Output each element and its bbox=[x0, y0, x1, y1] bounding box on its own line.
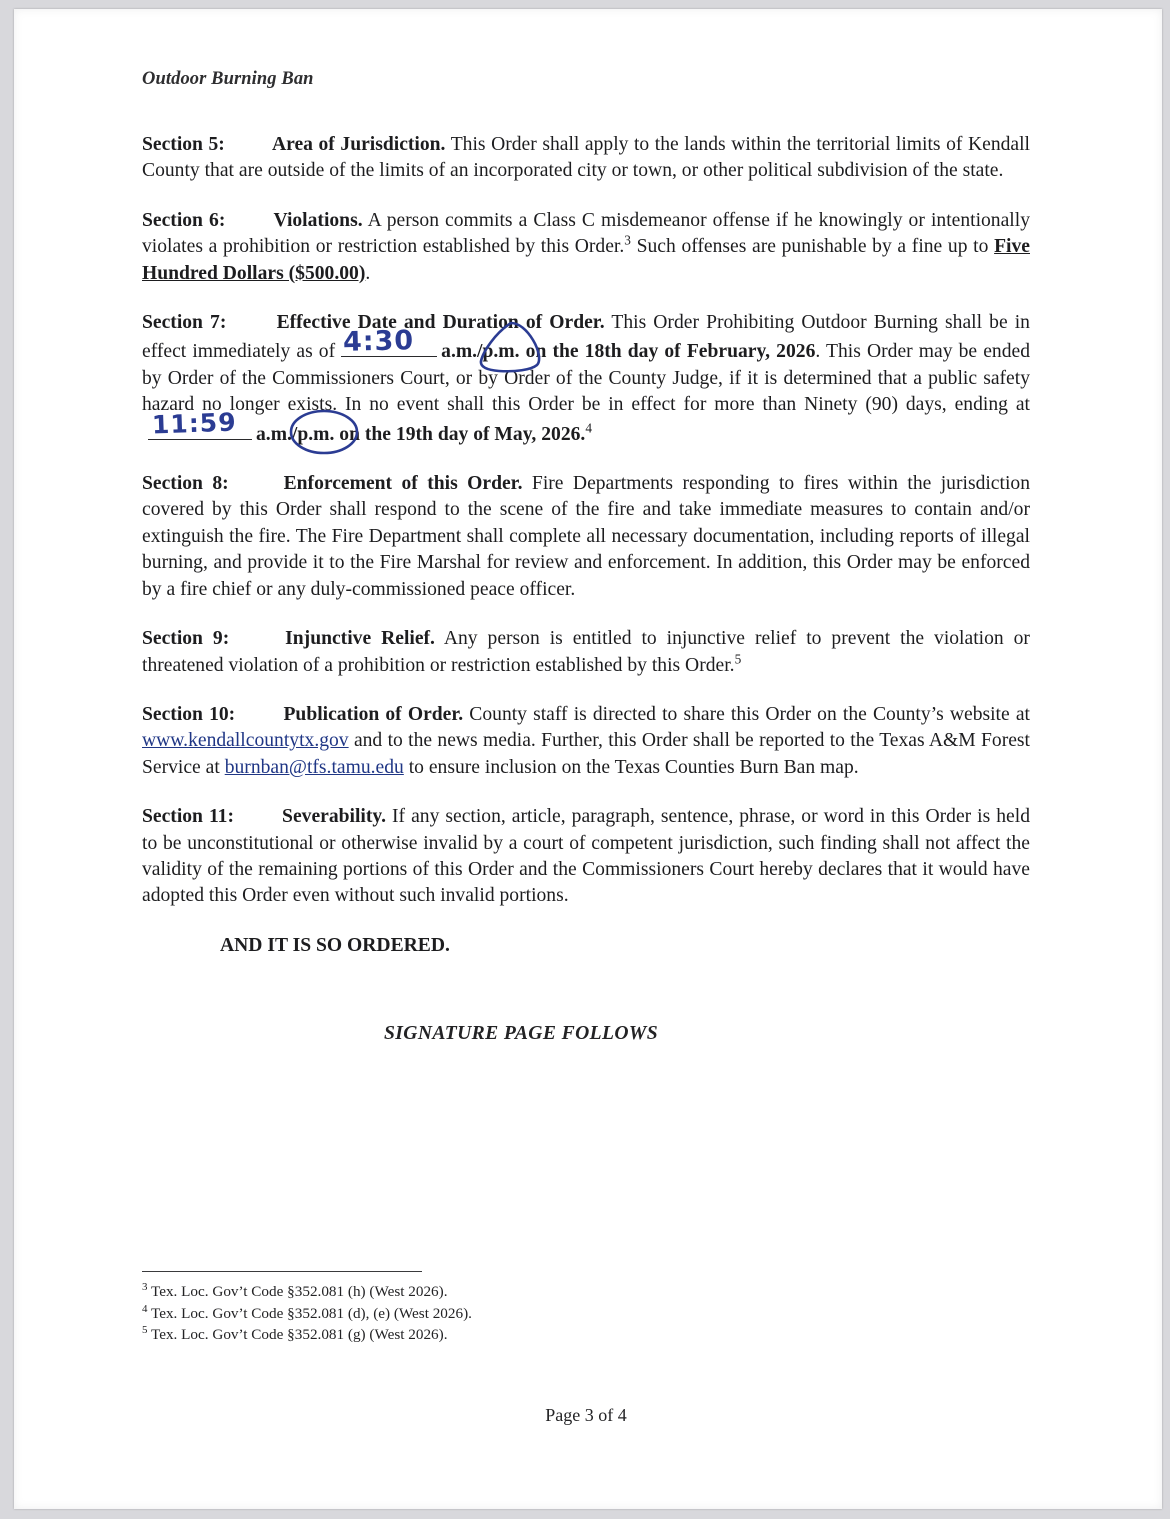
footnote-text: Tex. Loc. Gov’t Code §352.081 (d), (e) (West 2026). bbox=[151, 1304, 472, 1322]
signature-page-follows-note: SIGNATURE PAGE FOLLOWS bbox=[383, 1023, 659, 1045]
section-6-body-after-note: Such offenses are punishable by a fine up to bbox=[636, 236, 995, 258]
section-10-paragraph bbox=[142, 702, 1030, 781]
start-meridiem-pm-text: p.m. bbox=[482, 341, 520, 363]
start-date-phrase: on the 18th day of February, 2026 bbox=[525, 341, 816, 363]
footnote-text: Tex. Loc. Gov’t Code §352.081 (g) (West 2026). bbox=[151, 1326, 448, 1343]
section-6-title: Violations. bbox=[273, 209, 363, 231]
document-body bbox=[142, 69, 1030, 1045]
section-11-number: Section 11: bbox=[142, 806, 235, 828]
burnban-email-link[interactable]: burnban@tfs.tamu.edu bbox=[224, 756, 404, 778]
section-5-title: Area of Jurisdiction. bbox=[271, 134, 446, 155]
footnote-marker-3: 3 bbox=[624, 232, 631, 248]
running-header: Outdoor Burning Ban bbox=[142, 69, 314, 89]
section-6-paragraph bbox=[142, 208, 1030, 287]
footnote-number: 5 bbox=[142, 1323, 148, 1336]
section-7-title: Effective Date and Duration of Order. bbox=[276, 312, 605, 334]
start-time-blank[interactable] bbox=[341, 325, 437, 358]
county-website-link[interactable]: www.kendallcountytx.gov bbox=[142, 730, 349, 752]
fine-amount: Five Hundred Dollars ($500.00) bbox=[142, 236, 1030, 284]
section-8-title: Enforcement of this Order. bbox=[283, 473, 523, 495]
section-10-body-part1: County staff is directed to share this Order on the County’s website at bbox=[469, 703, 1030, 725]
section-7-paragraph bbox=[142, 310, 1030, 448]
section-8-paragraph bbox=[142, 471, 1030, 603]
footnote-marker-5: 5 bbox=[734, 650, 742, 666]
end-time-blank[interactable] bbox=[148, 407, 252, 440]
footnote-number: 3 bbox=[142, 1280, 148, 1293]
ordered-period: . bbox=[445, 934, 450, 956]
page-number-footer: Page 3 of 4 bbox=[545, 1405, 627, 1425]
footnote-item bbox=[142, 1303, 1030, 1325]
section-7-lead: This Order Prohibiting Outdoor Burning shall be in effect immediately as of bbox=[142, 312, 1030, 363]
section-6-body-before-note: A person commits a Class C misdemeanor offense if he knowingly or intentionally violates a prohibition or restriction established by this Order. bbox=[142, 209, 1030, 258]
section-9-number: Section 9: bbox=[142, 628, 230, 650]
section-6-body-end: . bbox=[365, 262, 371, 284]
section-10-number: Section 10: bbox=[142, 703, 236, 725]
and-it-is-so-ordered bbox=[142, 933, 1030, 959]
footnotes-block bbox=[142, 1271, 1030, 1346]
footnote-number: 4 bbox=[142, 1302, 148, 1315]
footnote-text: Tex. Loc. Gov’t Code §352.081 (h) (West 2026). bbox=[151, 1283, 448, 1300]
footnote-marker-4: 4 bbox=[585, 420, 592, 436]
ordered-text: AND IT IS SO ORDERED bbox=[220, 934, 446, 956]
section-8-number: Section 8: bbox=[142, 473, 229, 495]
section-7-end-period: . bbox=[580, 423, 586, 445]
end-meridiem-label: a.m./ bbox=[256, 423, 298, 445]
footnote-item bbox=[142, 1324, 1030, 1346]
section-7-middle: . This Order may be ended by Order of the Commissioners Court, or by Order of the County Judge, if it is determined that a public safety hazard no longer exists. In no event shall this Order be in effect for more than Ninety (90) days, ending at bbox=[142, 341, 1030, 416]
section-6-number: Section 6: bbox=[142, 209, 226, 231]
footnote-separator-rule bbox=[142, 1271, 422, 1272]
start-time-handwritten: 4:30 bbox=[342, 325, 415, 358]
section-8-body: Fire Departments responding to fires within the jurisdiction covered by this Order shall respond to the scene of the fire and take immediate measures to contain and/or extinguish the fire. The Fire Department shall complete all necessary documentation, including reports of illegal burning, and provide it to the Fire Marshal for review and enforcement. In addition, this Order may be enforced by a fire chief or any duly-commissioned peace officer. bbox=[142, 473, 1030, 600]
section-11-paragraph bbox=[142, 804, 1030, 910]
section-5-number: Section 5: bbox=[142, 134, 225, 155]
section-5-body: This Order shall apply to the lands within the territorial limits of Kendall County that are outside of the limits of an incorporated city or town, or other political subdivision of the state. bbox=[142, 134, 1030, 182]
section-9-body: Any person is entitled to injunctive relief to prevent the violation or threatened violation of a prohibition or restriction established by this Order. bbox=[142, 628, 1030, 676]
section-9-paragraph bbox=[142, 626, 1030, 679]
footnote-item bbox=[142, 1281, 1030, 1303]
scanned-page-sheet bbox=[14, 9, 1162, 1509]
start-meridiem-pm-circled[interactable] bbox=[483, 339, 520, 365]
section-7-number: Section 7: bbox=[142, 312, 227, 334]
end-time-handwritten: 11:59 bbox=[151, 407, 238, 440]
section-10-body-part3: to ensure inclusion on the Texas Counties Burn Ban map. bbox=[403, 756, 859, 778]
section-10-title: Publication of Order. bbox=[283, 703, 464, 725]
section-11-title: Severability. bbox=[282, 806, 386, 828]
start-meridiem-label: a.m./ bbox=[441, 341, 483, 363]
end-meridiem-pm-text: p.m. bbox=[297, 423, 335, 445]
end-meridiem-pm-circled[interactable] bbox=[297, 422, 334, 448]
section-9-title: Injunctive Relief. bbox=[285, 628, 435, 650]
section-5-paragraph bbox=[142, 132, 1030, 185]
section-11-body: If any section, article, paragraph, sentence, phrase, or word in this Order is held to be unconstitutional or otherwise invalid by a court of competent jurisdiction, such finding shall not affect the validity of the remaining portions of this Order and the Commissioners Court hereby declares that it would have adopted this Order even without such invalid portions. bbox=[142, 806, 1030, 907]
end-date-phrase: on the 19th day of May, 2026 bbox=[339, 423, 581, 445]
section-10-body-part2: and to the news media. Further, this Order shall be reported to the Texas A&M Forest Service at bbox=[142, 730, 1030, 778]
